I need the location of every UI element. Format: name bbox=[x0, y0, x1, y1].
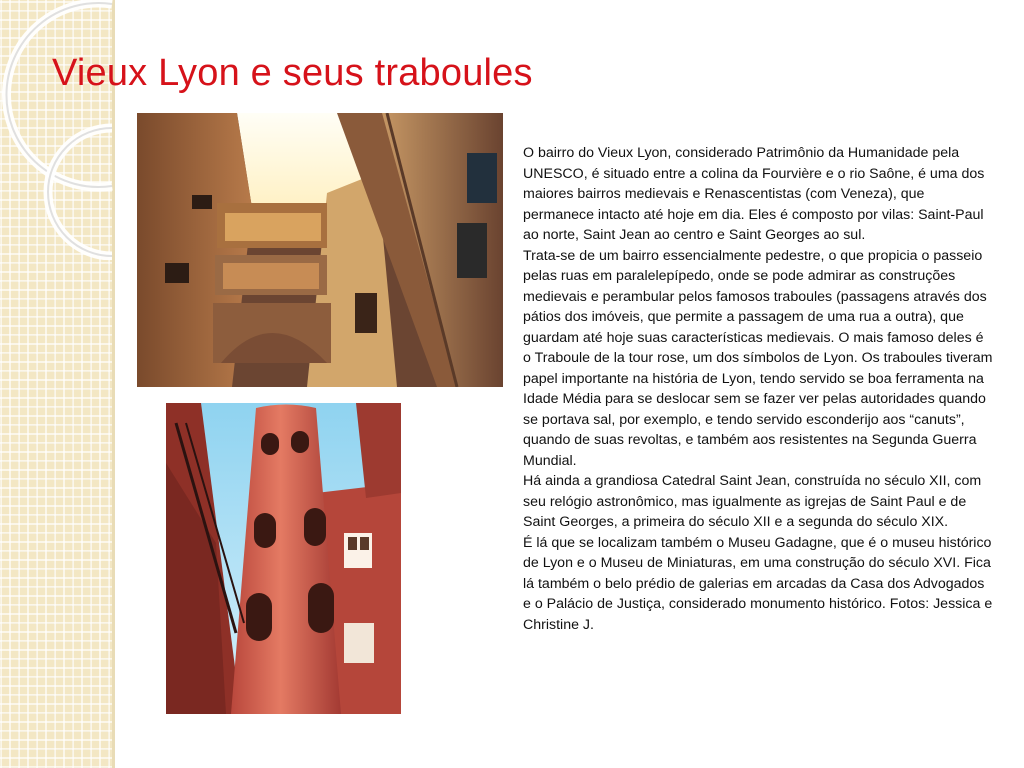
slide-body-text bbox=[523, 143, 993, 635]
slide-title: Vieux Lyon e seus traboules bbox=[52, 52, 533, 94]
pink-tower-photo bbox=[166, 403, 401, 714]
paragraph-intro: O bairro do Vieux Lyon, considerado Patrimônio da Humanidade pela UNESCO, é situado entre a colina da Fourvière e o rio Saône, é uma dos maiores bairros medievais e Renascentistas (com Veneza), que permanece intacto até hoje em dia. Eles é composto por vilas: Saint-Paul ao norte, Saint Jean ao centro e Saint Georges ao sul. bbox=[523, 145, 985, 243]
paragraph-museums: É lá que se localizam também o Museu Gadagne, que é o museu histórico de Lyon e o Museu de Miniaturas, em uma construção do século XVI. Fica lá também o belo prédio de galerias em arcadas da Casa dos Advogados e o Palácio de Justiça, considerado monumento histórico. Fotos: Jessica e Christine J. bbox=[523, 534, 993, 633]
courtyard-photo bbox=[137, 113, 503, 387]
paragraph-cathedral: Há ainda a grandiosa Catedral Saint Jean, construída no século XII, com seu relógio astronômico, mas igualmente as igrejas de Saint Paul e de Saint Georges, a primeira do século XII e a segunda do século XIX. bbox=[523, 473, 982, 530]
paragraph-traboules: Trata-se de um bairro essencialmente pedestre, o que propicia o passeio pelas ruas em paralelepípedo, onde se pode admirar as construções medievais e perambular pelos famosos traboules (passagens através dos pátios dos imóveis, que permite a passagem de uma rua a outra), que guardam até hoje suas características medievais. O mais famoso deles é o Traboule de la tour rose, um dos símbolos de Lyon. Os traboules tiveram papel importante na história de Lyon, tendo servido se boa ferramenta na Idade Média para se deslocar sem se fazer ver pelas autoridades quando se portava sal, por exemplo, e tendo servido esconderijo aos “canuts”, quando de suas revoltas, e também aos resistentes na Segunda Guerra Mundial. bbox=[523, 247, 993, 469]
